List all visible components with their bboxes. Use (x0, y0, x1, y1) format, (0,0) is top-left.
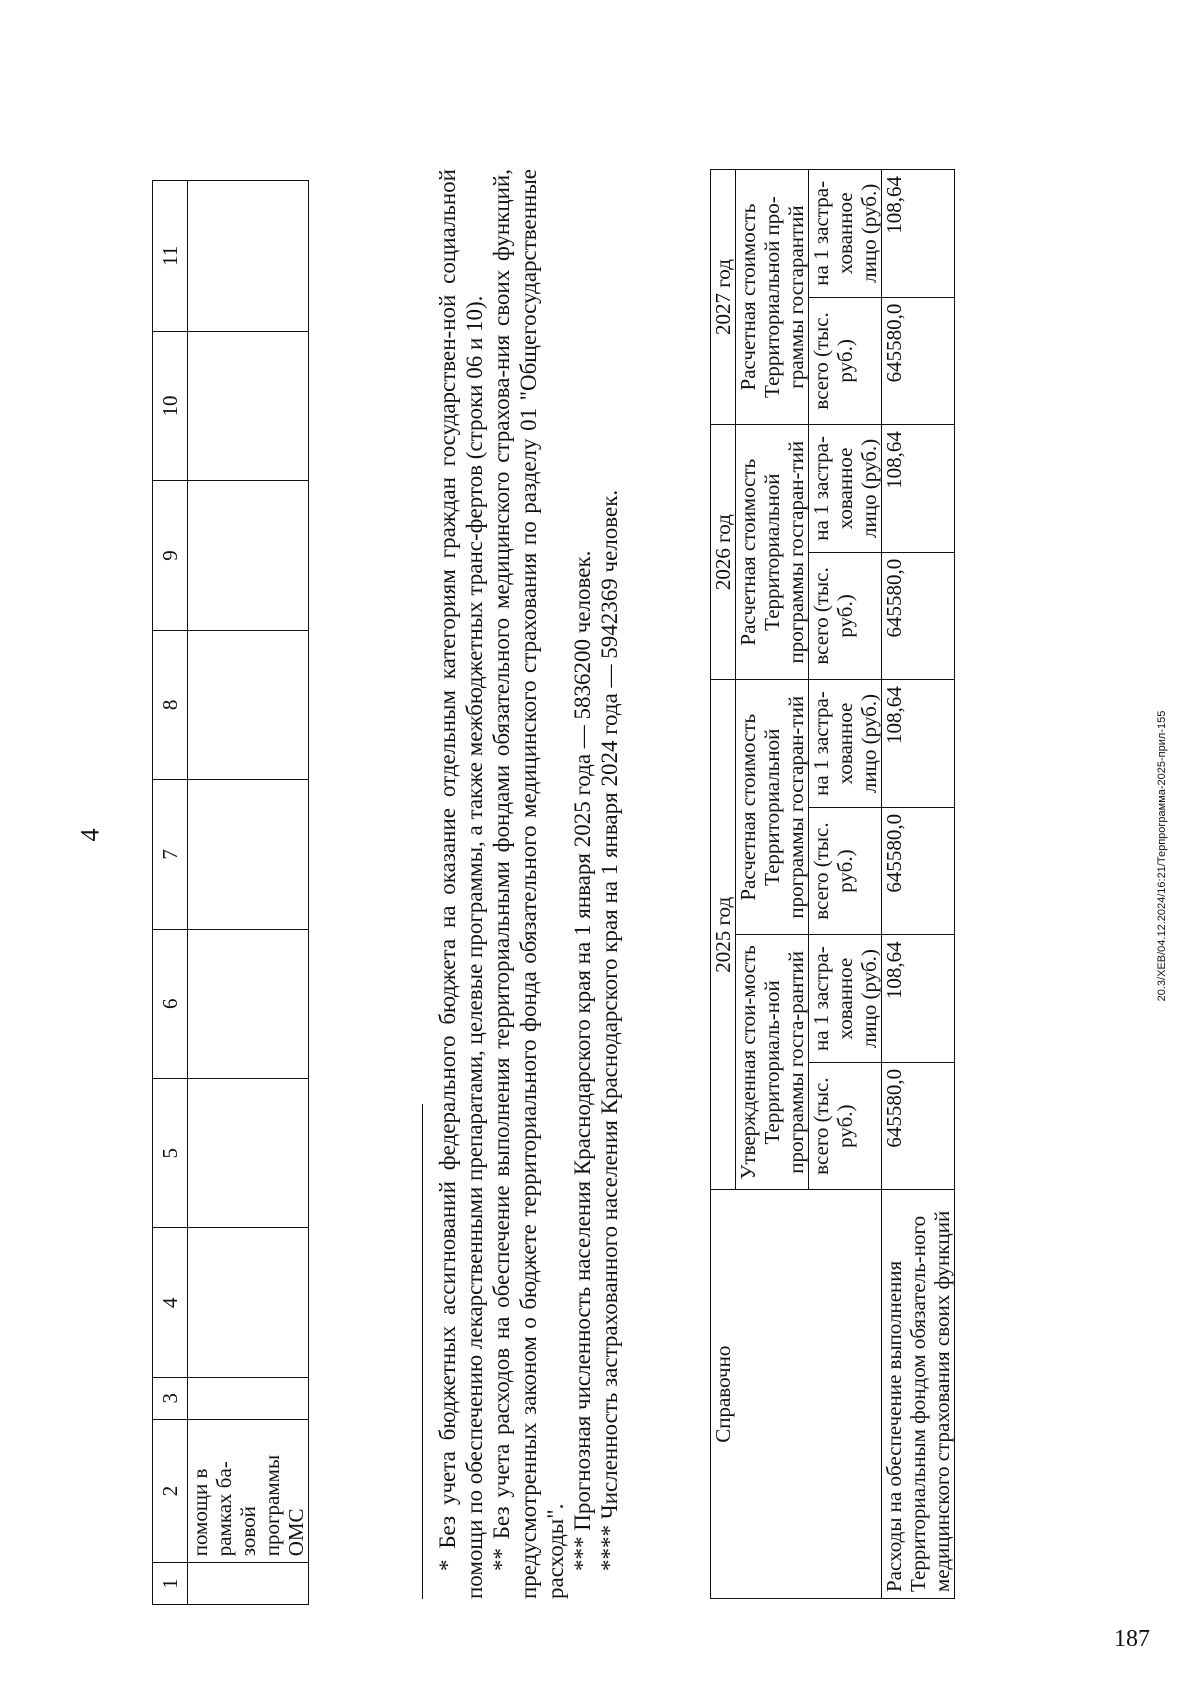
subheader: Расчетная стоимость Территориальной программы госгаран-тий (736, 425, 809, 680)
col-number: 5 (153, 1079, 188, 1228)
table-row (882, 170, 955, 1599)
subheader: Расчетная стоимость Территориальной программы госгаран-тий (736, 680, 809, 935)
col-number: 4 (153, 1228, 188, 1377)
row-label: помощи в рамках ба-зовой программы ОМС (188, 1419, 309, 1563)
unit-header: всего (тыс. руб.) (809, 552, 882, 680)
value-cell: 645580,0 (882, 297, 955, 425)
col-number: 1 (153, 1563, 188, 1605)
column-number-row (153, 181, 188, 1605)
label-header: Справочно (711, 1190, 882, 1599)
value-cell: 108,64 (882, 935, 955, 1063)
value-cell: 108,64 (882, 170, 955, 298)
col-number: 6 (153, 929, 188, 1078)
footnote: ** Без учета расходов на обеспечение выполнения территориальными фондами обязательного медицинского страхова-ния своих функций, предусмотренных законом о бюджете территориального фонда обязательного медицинского страхования по разделу 01 "Общегосударственные расходы". (489, 169, 568, 1599)
col-number: 10 (153, 331, 188, 480)
unit-header: всего (тыс. руб.) (809, 1062, 882, 1190)
col-number: 11 (153, 181, 188, 332)
footnote: *** Прогнозная численность населения Краснодарского края на 1 января 2025 года — 5836200 человек. (570, 550, 595, 1571)
col-number: 2 (153, 1419, 188, 1563)
unit-header: на 1 застра-хованное лицо (руб.) (809, 935, 882, 1063)
unit-header: всего (тыс. руб.) (809, 807, 882, 935)
year-header: 2025 год (711, 680, 736, 1190)
footnotes (434, 169, 623, 1599)
year-header: 2026 год (711, 425, 736, 680)
subheader: Расчетная стоимость Территориальной про-граммы госгарантий (736, 170, 809, 425)
subheader: Утвержденная стои-мость Территориаль-ной программы госга-рантий (736, 935, 809, 1190)
footnote: * Без учета бюджетных ассигнований федерального бюджета на оказание отдельным категориям граждан государствен-ной социальной помощи по обеспечению лекарственными препаратами, целевые программы, а также межбюджетных транс-фертов (строки 06 и 10). (435, 169, 487, 1599)
col-number: 9 (153, 481, 188, 630)
page-number-bottom: 187 (1114, 1626, 1150, 1652)
footnote: **** Численность застрахованного населения Краснодарского края на 1 января 2024 года — 5942369 человек. (597, 489, 622, 1571)
year-header: 2027 год (711, 170, 736, 425)
unit-header: на 1 застра-хованное лицо (руб.) (809, 170, 882, 298)
col-number: 3 (153, 1377, 188, 1419)
value-cell: 108,64 (882, 425, 955, 553)
col-number: 7 (153, 780, 188, 929)
reference-table (710, 169, 955, 1599)
continuation-table (152, 180, 309, 1605)
footnote-divider (422, 1104, 423, 1599)
row-label: Расходы на обеспечение выполнения Территориальным фондом обязатель-ного медицинского страхования своих функций (882, 1190, 955, 1599)
value-cell: 645580,0 (882, 552, 955, 680)
unit-header: всего (тыс. руб.) (809, 297, 882, 425)
page-number-top: 4 (75, 828, 105, 842)
value-cell: 108,64 (882, 680, 955, 808)
document-code: 20.3/ХЕВ/04.12.2024/16:21/Терпрограмма-2025-прил-155 (1156, 710, 1168, 1002)
unit-header: на 1 застра-хованное лицо (руб.) (809, 680, 882, 808)
rotated-page-content (80, 77, 1120, 1607)
table-row (188, 181, 309, 1605)
value-cell: 645580,0 (882, 1062, 955, 1190)
value-cell: 645580,0 (882, 807, 955, 935)
unit-header: на 1 застра-хованное лицо (руб.) (809, 425, 882, 553)
col-number: 8 (153, 630, 188, 779)
